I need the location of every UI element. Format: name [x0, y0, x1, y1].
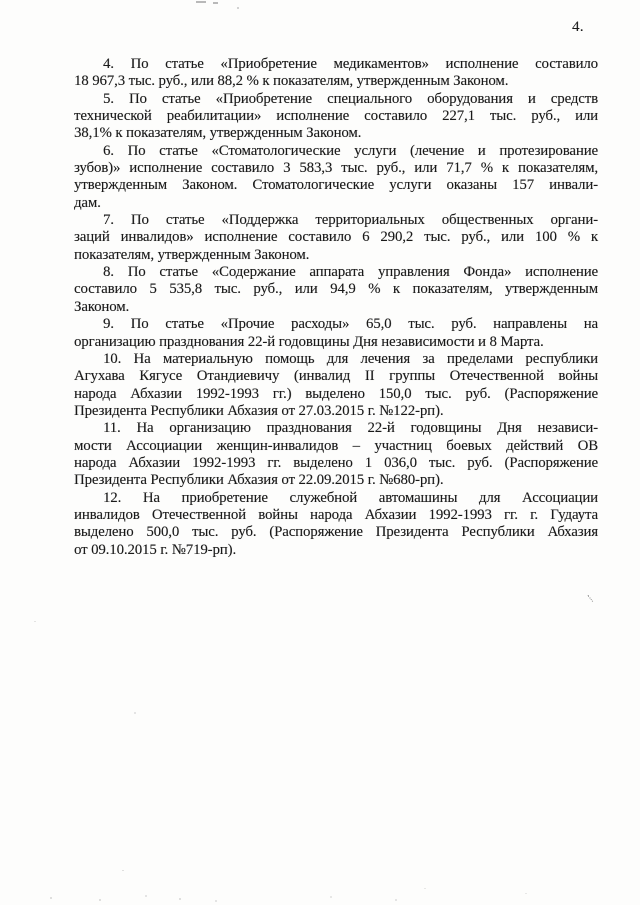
paragraph [74, 143, 598, 212]
scan-speck [525, 893, 527, 894]
scan-speck [99, 899, 101, 901]
scan-speck [330, 896, 332, 898]
text-line: мости Ассоциации женщин-инвалидов – участниц боевых действий ОВ [74, 437, 598, 454]
text-line: народа Абхазии 1992-1993 гг.) выделено 150,0 тыс. руб. (Распоряжение [74, 385, 598, 402]
scan-speck [34, 621, 36, 622]
text-line: Президента Республики Абхазия от 27.03.2015 г. №122-рп). [74, 402, 444, 419]
text-line: заций инвалидов» исполнение составило 6 290,2 тыс. руб., или 100 % к [74, 229, 598, 246]
paragraph [74, 264, 598, 316]
scan-speck [237, 7, 239, 9]
scan-speck [134, 712, 136, 714]
text-line: 38,1% к показателям, утвержденным Законом. [74, 125, 362, 142]
text-line: Президента Республики Абхазия от 22.09.2015 г. №680-рп). [74, 472, 444, 489]
text-line: организацию празднования 22-й годовщины Дня независимости и 8 Марта. [74, 333, 544, 350]
page-number: 4. [572, 19, 584, 35]
text-line: составило 5 535,8 тыс. руб., или 94,9 % к показателям, утвержденным [74, 281, 598, 298]
text-line: 9. По статье «Прочие расходы» 65,0 тыс. руб. направлены на [103, 316, 598, 333]
text-line: 7. По статье «Поддержка территориальных общественных органи- [103, 212, 598, 229]
text-line: 8. По статье «Содержание аппарата управления Фонда» исполнение [103, 264, 598, 281]
text-line: Законом. [74, 298, 130, 315]
text-line: зубов)» исполнение составило 3 583,3 тыс. руб., или 71,7 % к показателям, [74, 160, 598, 177]
text-line: 4. По статье «Приобретение медикаментов» исполнение составило [103, 56, 598, 72]
text-line: дам. [74, 194, 101, 211]
text-line: 12. На приобретение служебной автомашины для Ассоциации [103, 489, 598, 506]
text-line: выделено 500,0 тыс. руб. (Распоряжение Президента Республики Абхазия [74, 524, 598, 541]
text-line: показателям, утвержденным Законом. [74, 246, 310, 263]
scan-artifact [196, 1, 206, 3]
text-line: народа Абхазии 1992-1993 гг. выделено 1 036,0 тыс. руб. (Распоряжение [74, 454, 598, 471]
scan-speck [179, 898, 181, 900]
text-line: 5. По статье «Приобретение специального оборудования и средств [103, 90, 598, 107]
text-line: 18 967,3 тыс. руб., или 88,2 % к показателям, утвержденным Законом. [74, 73, 509, 90]
paragraph [74, 56, 598, 91]
scan-artifact [213, 2, 218, 4]
text-line: 6. По статье «Стоматологические услуги (лечение и протезирование [103, 142, 598, 159]
text-line: утвержденным Законом. Стоматологические услуги оказаны 157 инвали- [74, 177, 598, 194]
scan-speck [424, 888, 426, 889]
paragraph [74, 490, 598, 559]
scan-mark [586, 595, 593, 603]
paragraph [74, 351, 598, 420]
scan-speck [145, 895, 147, 897]
text-line: от 09.10.2015 г. №719-рп). [74, 541, 237, 558]
text-line: технической реабилитации» исполнение составило 227,1 тыс. руб., или [74, 108, 598, 125]
text-line: 11. На организацию празднования 22-й годовщины Дня независи- [103, 420, 598, 437]
paragraph [74, 420, 598, 489]
text-line: 10. На материальную помощь для лечения за пределами республики [103, 350, 598, 367]
text-line: Агухава Кягусе Отандиевичу (инвалид II группы Отечественной войны [74, 368, 598, 385]
scan-speck [395, 899, 397, 901]
scan-speck [50, 897, 52, 899]
paragraph [74, 212, 598, 264]
text-line: инвалидов Отечественной войны народа Абхазии 1992-1993 гг. г. Гудаута [74, 506, 598, 523]
scan-speck [215, 900, 217, 902]
document-body [74, 56, 598, 559]
paragraph [74, 91, 598, 143]
paragraph [74, 316, 598, 351]
scan-speck [122, 870, 124, 871]
